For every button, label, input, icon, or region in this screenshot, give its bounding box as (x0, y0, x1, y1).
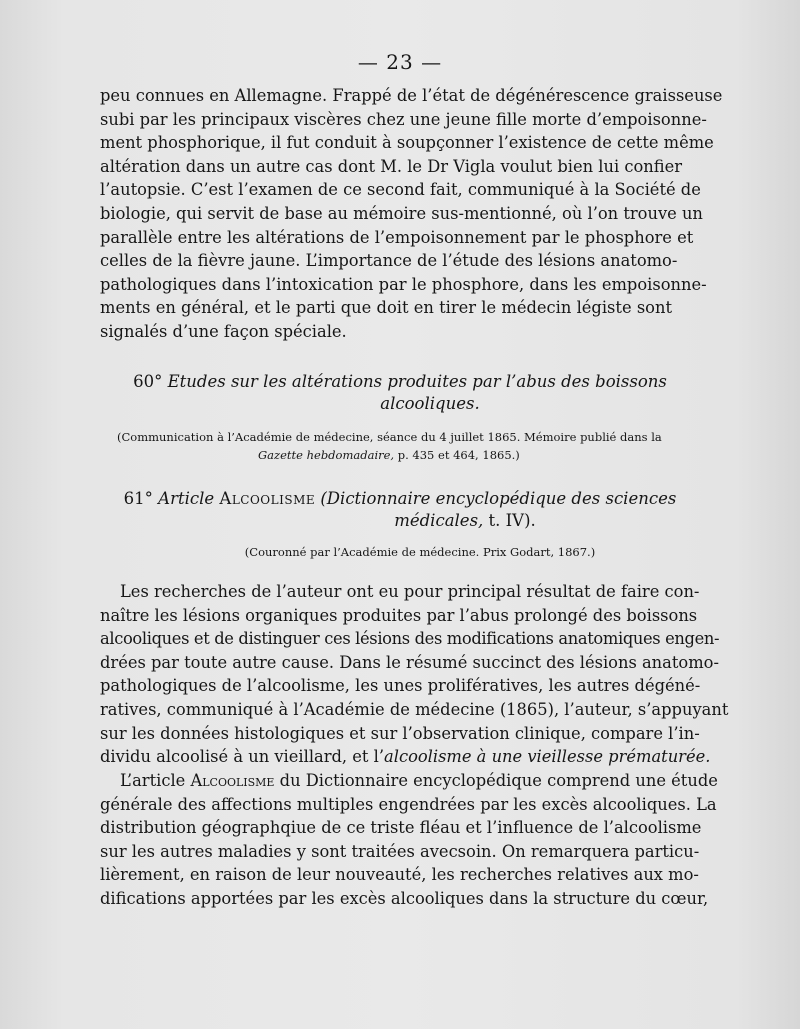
entry-title-cont: médicales, (394, 511, 484, 530)
page-number: — 23 — (357, 50, 443, 74)
paragraph-article (100, 769, 718, 911)
entry-61-note: (Couronné par l’Académie de médecine. Prix Godart, 1867.) (244, 545, 596, 559)
text-line: ments en général, et le parti que doit en tirer le médecin légiste sont (100, 298, 672, 318)
text-line: parallèle entre les altérations de l’empoisonnement par le phosphore et (100, 227, 694, 247)
entry-60-note-line2 (258, 446, 520, 464)
text-line: lièrement, en raison de leur nouveauté, les recherches relatives aux mo- (100, 865, 699, 885)
entry-number: 60° (133, 372, 163, 391)
text-plain: du Dictionnaire encyclopédique comprend une étude (274, 771, 718, 790)
entry-61-heading (0, 488, 800, 532)
entry-title: Etudes sur les altérations produites par l’abus des boissons (167, 372, 667, 391)
text-line: sur les autres maladies y sont traitées avecsoin. On remarquera particu- (100, 841, 700, 861)
entry-number: 61° (123, 489, 153, 508)
text-line: subi par les principaux viscères chez une jeune fille morte d’empoisonne- (100, 109, 707, 129)
paragraph-research (100, 580, 729, 769)
text-line: signalés d’une façon spéciale. (100, 321, 347, 341)
journal-name: Gazette hebdomadaire, (258, 448, 395, 462)
entry-60-heading (0, 371, 800, 415)
entry-title-cont: alcooliques. (380, 394, 480, 413)
paragraph-phosphorus (100, 84, 723, 344)
journal-pages: p. 435 et 464, 1865.) (397, 448, 520, 462)
text-line: Les recherches de l’auteur ont eu pour principal résultat de faire con- (120, 582, 700, 601)
text-plain: L’article (120, 771, 191, 790)
text-line: naître les lésions organiques produites par l’abus prolongé des boissons (100, 605, 698, 625)
text-line: générale des affections multiples engendrées par les excès alcooliques. La (100, 794, 717, 814)
text-line: distribution géographqiue de ce triste fléau et l’influence de l’alcoolisme (100, 818, 702, 838)
text-line (100, 745, 711, 769)
entry-keyword: Alcoolisme (219, 489, 316, 508)
text-line: ratives, communiqué à l’Académie de médecine (1865), l’auteur, s’appuyant (100, 699, 729, 719)
text-line: sur les données histologiques et sur l’observation clinique, compare l’in- (100, 723, 700, 743)
text-line: celles de la fièvre jaune. L’importance de l’étude des lésions anatomo- (100, 251, 678, 271)
text-line (100, 769, 718, 793)
text-italic: alcoolisme à une vieillesse prématurée. (384, 747, 711, 767)
text-line: peu connues en Allemagne. Frappé de l’état de dégénérescence graisseuse (100, 86, 723, 105)
text-line: altération dans un autre cas dont M. le Dr Vigla voulut bien lui confier (100, 156, 683, 176)
text-line: ment phosphorique, il fut conduit à soupçonner l’existence de cette même (100, 133, 714, 153)
entry-article-word: Article (158, 489, 215, 508)
text-line: l’autopsie. C’est l’examen de ce second fait, communiqué à la Société de (100, 180, 701, 200)
text-keyword: Alcoolisme (190, 771, 275, 790)
entry-title: (Dictionnaire encyclopédique des sciences (320, 489, 677, 508)
text-line: drées par toute autre cause. Dans le résumé succinct des lésions anatomo- (100, 652, 719, 672)
text-line: difications apportées par les excès alcooliques dans la structure du cœur, (100, 888, 709, 908)
text-plain: dividu alcoolisé à un vieillard, et l’ (100, 747, 385, 767)
text-line: biologie, qui servit de base au mémoire sus-mentionné, où l’on trouve un (100, 203, 703, 223)
entry-volume: t. IV). (488, 511, 536, 530)
entry-60-note-line1: (Communication à l’Académie de médecine, séance du 4 juillet 1865. Mémoire publié dans la (117, 430, 662, 444)
text-line: alcooliques et de distinguer ces lésions des modifications anatomiques engen- (100, 629, 720, 649)
text-line: pathologiques dans l’intoxication par le phosphore, dans les empoisonne- (100, 274, 707, 294)
text-line: pathologiques de l’alcoolisme, les unes prolifératives, les autres dégéné- (100, 676, 701, 696)
